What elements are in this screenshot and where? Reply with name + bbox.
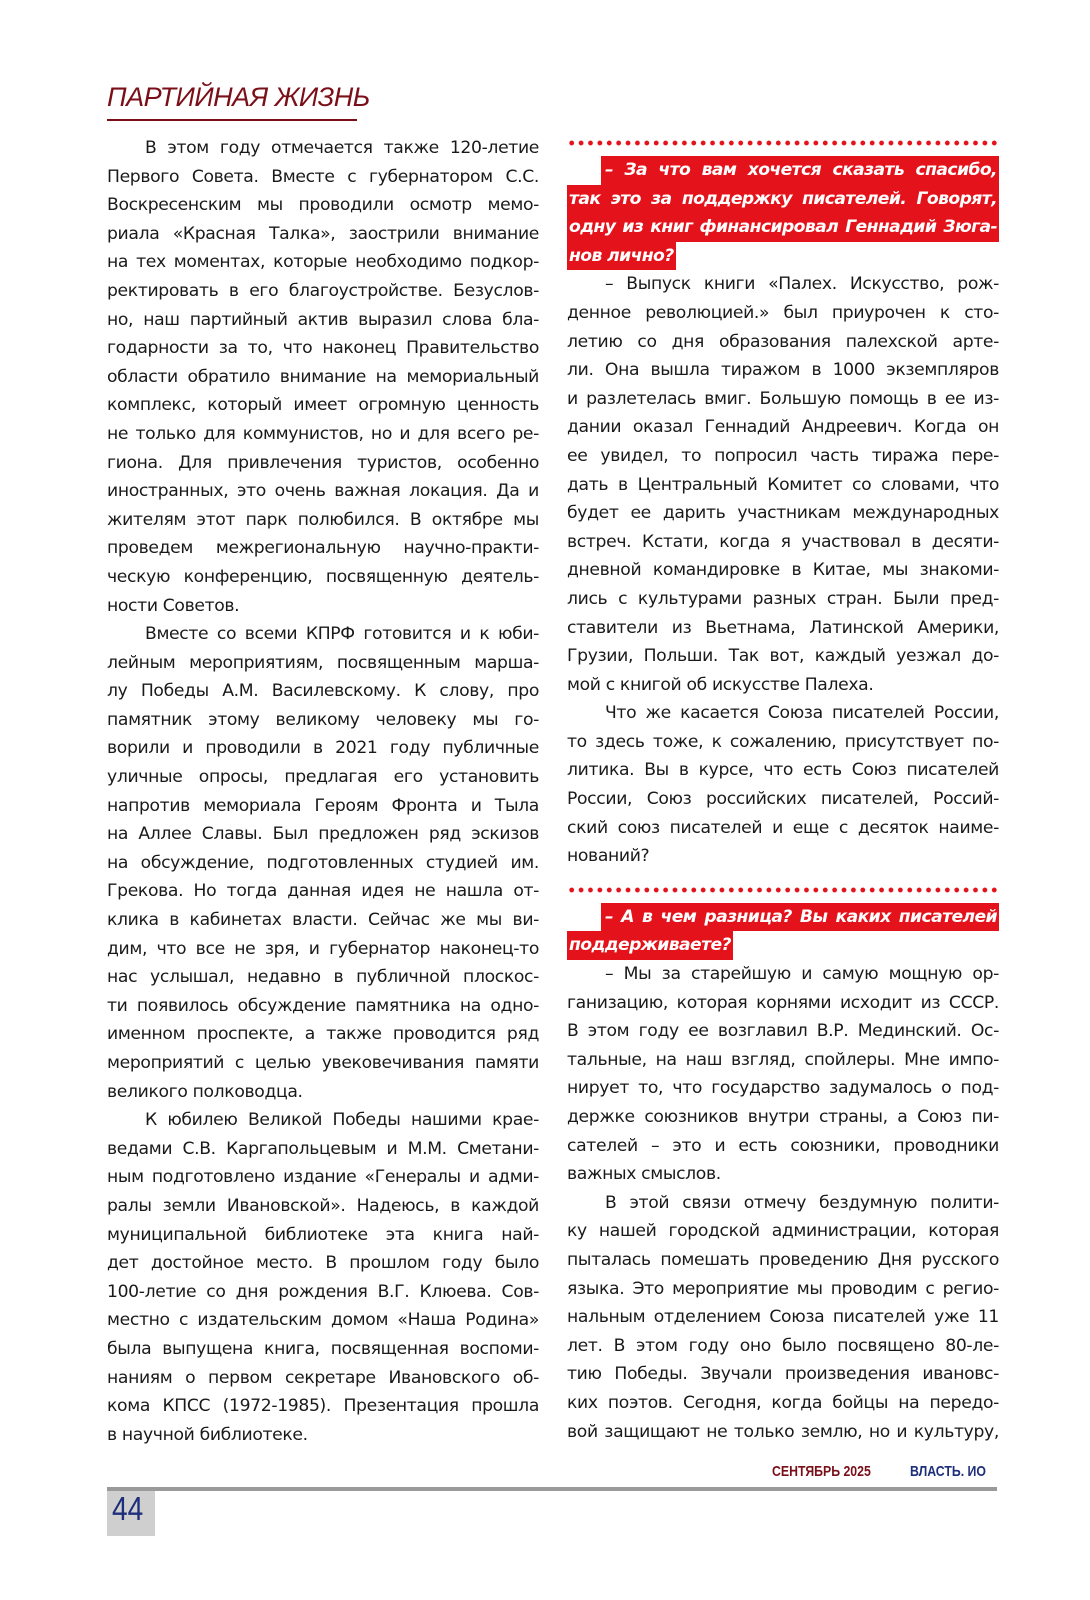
text-line: пыталась помешать проведению Дня русского — [567, 1249, 999, 1270]
interview-answer — [567, 270, 999, 870]
text-line: то здесь тоже, к сожалению, присутствует по- — [567, 731, 999, 752]
text-line: литика. Вы в курсе, что есть Союз писателей — [567, 760, 999, 781]
question-line: – А в чем разница? Вы каких писателей — [601, 903, 999, 932]
text-line: гиона. Для привлечения туристов, особенно — [107, 452, 539, 473]
text-line: мой с книгой об искусстве Палеха. — [567, 674, 874, 695]
text-line: напротив мемориала Героям Фронта и Тыла — [107, 795, 539, 816]
text-line: дневной командировке в Китае, мы знакоми- — [567, 560, 999, 581]
text-line: нирует то, что государство задумалось о под- — [567, 1078, 999, 1099]
text-line: Грекова. Но тогда данная идея не нашла от- — [107, 881, 539, 902]
interview-question — [567, 903, 999, 960]
text-line: ведами С.В. Каргапольцевым и М.М. Сметани- — [107, 1138, 539, 1159]
text-line: на Аллее Славы. Был предложен ряд эскизов — [107, 824, 539, 845]
text-line: не только для коммунистов, но и для всего ре- — [107, 423, 539, 444]
text-line: – Мы за старейшую и самую мощную ор- — [605, 964, 999, 985]
text-line: ности Советов. — [107, 595, 240, 616]
text-line: годарности за то, что наконец Правительство — [107, 338, 539, 359]
text-line: ставители из Вьетнама, Латинской Америки, — [567, 617, 999, 638]
text-line: В этой связи отмечу бездумную полити- — [605, 1192, 999, 1213]
text-line: муниципальной библиотеке эта книга най- — [107, 1224, 539, 1245]
interview-answer — [567, 960, 999, 1446]
text-line: ли. Она вышла тиражом в 1000 экземпляров — [567, 360, 999, 381]
text-line: проведем межрегиональную научно-практи- — [107, 538, 539, 559]
text-line: денное революцией.» был приурочен к сто- — [567, 302, 999, 323]
text-line: сателей – это и есть союзники, проводники — [567, 1135, 999, 1156]
text-line: комплекс, который имеет огромную ценность — [107, 395, 539, 416]
text-line: кома КПСС (1972-1985). Презентация прошла — [107, 1396, 539, 1417]
interview-question — [567, 156, 999, 270]
text-line: Первого Совета. Вместе с губернатором С.С. — [107, 166, 539, 187]
text-line: вой защищают не только землю, но и культуру, — [567, 1421, 999, 1442]
text-line: ралы земли Ивановской». Надеюсь, в каждой — [107, 1195, 539, 1216]
text-line: области обратило внимание на мемориальный — [107, 366, 539, 387]
dotted-separator — [567, 883, 999, 897]
text-line: была выпущена книга, посвященная воспоми- — [107, 1338, 539, 1359]
text-line: ворили и проводили в 2021 году публичные — [107, 738, 539, 759]
text-line: клика в кабинетах власти. Сейчас же мы ви- — [107, 910, 539, 931]
question-line: поддерживаете? — [567, 931, 733, 960]
text-line: языка. Это мероприятие мы проводим с регио- — [567, 1278, 999, 1299]
text-line: дим, что все не зря, и губернатор наконец-то — [107, 938, 539, 959]
text-line: тальные, на наш взгляд, спойлеры. Мне импо- — [567, 1049, 999, 1070]
text-line: лейным мероприятиям, посвященным марша- — [107, 652, 539, 673]
text-line: лет. В этом году оно было посвящено 80-ле- — [567, 1335, 999, 1356]
text-line: мероприятий с целью увековечивания памяти — [107, 1053, 539, 1073]
text-line: В этом году ее возглавил В.Р. Мединский. Ос- — [567, 1021, 999, 1042]
text-line: ным подготовлено издание «Генералы и адми- — [107, 1167, 539, 1188]
text-line: Что же касается Союза писателей России, — [605, 703, 999, 724]
text-line: на обсуждение, подготовленных студией им. — [107, 852, 539, 873]
text-line: 100-летие со дня рождения В.Г. Клюева. Сов- — [107, 1281, 539, 1302]
text-line: на тех моментах, которые необходимо подкор- — [107, 252, 539, 273]
text-line: нований? — [567, 846, 650, 867]
text-line: ческую конференцию, посвященную деятель- — [107, 566, 539, 587]
dotted-separator — [567, 136, 999, 150]
text-line: дании оказал Геннадий Андреевич. Когда он — [567, 417, 999, 438]
text-line: ганизацию, которая корнями исходит из СССР. — [567, 992, 999, 1013]
text-line: риала «Красная Талка», заострили внимание — [107, 223, 539, 244]
right-column — [567, 134, 999, 1446]
text-line: великого полководца. — [107, 1081, 303, 1102]
question-line: так это за поддержку писателей. Говорят, — [567, 185, 999, 214]
text-line: ти появилось обсуждение памятника на одно- — [107, 995, 539, 1016]
text-line: и разлетелась вмиг. Большую помощь в ее из- — [567, 388, 999, 409]
text-line: дет достойное место. В прошлом году было — [107, 1253, 539, 1274]
text-line: К юбилею Великой Победы нашими крае- — [145, 1110, 539, 1131]
magazine-name: ВЛАСТЬ. ИО — [910, 1463, 986, 1480]
issue-date: СЕНТЯБРЬ 2025 — [772, 1463, 871, 1480]
text-line: иностранных, это очень важная локация. Да и — [107, 481, 539, 502]
text-line: жителям этот парк полюбился. В октябре мы — [107, 509, 539, 530]
text-line: Вместе со всеми КПРФ готовится и к юби- — [145, 624, 539, 645]
text-line: важных смыслов. — [567, 1164, 721, 1185]
text-line: в научной библиотеке. — [107, 1424, 308, 1445]
text-line: ский союз писателей и еще с десяток наиме- — [567, 817, 999, 838]
text-line: уличные опросы, предлагая его установить — [107, 767, 539, 788]
text-line: нас услышал, недавно в публичной плоскос- — [107, 967, 539, 988]
text-line: В этом году отмечается также 120-летие — [145, 138, 539, 158]
section-title-underline — [107, 119, 357, 121]
text-line: нальным отделением Союза писателей уже 11 — [567, 1307, 999, 1328]
text-line: держке союзников внутри страны, а Союз пи- — [567, 1107, 999, 1127]
text-line: памятник этому великому человеку мы го- — [107, 709, 539, 730]
text-line: лись с культурами разных стран. Были пред- — [567, 588, 999, 609]
text-line: летию со дня образования палехской арте- — [567, 331, 999, 352]
text-line: наниям о первом секретаре Ивановского об- — [107, 1367, 539, 1388]
text-line: ких поэтов. Сегодня, когда бойцы на передо- — [567, 1392, 999, 1413]
text-line: Грузии, Польши. Так вот, каждый уезжал до- — [567, 646, 999, 667]
question-line: – За что вам хочется сказать спасибо, — [601, 156, 999, 185]
text-line: тию Победы. Звучали произведения ивановс- — [567, 1364, 999, 1385]
footer-rule — [107, 1487, 997, 1491]
text-line: но, наш партийный актив выразил слова бла- — [107, 309, 539, 330]
page-number: 44 — [112, 1490, 144, 1527]
section-title: ПАРТИЙНАЯ ЖИЗНЬ — [107, 82, 370, 112]
question-line: одну из книг финансировал Геннадий Зюга- — [567, 213, 999, 242]
text-line: лу Победы А.М. Василевскому. К слову, про — [107, 681, 539, 702]
left-column — [107, 134, 539, 1449]
text-line: дать в Центральный Комитет со словами, что — [567, 474, 999, 495]
text-line: Воскресенским мы проводили осмотр мемо- — [107, 195, 539, 216]
text-line: – Выпуск книги «Палех. Искусство, рож- — [605, 274, 999, 295]
text-line: будет ее дарить участникам международных — [567, 503, 999, 524]
text-line: местно с издательским домом «Наша Родина» — [107, 1310, 539, 1331]
question-line: нов лично? — [567, 242, 676, 271]
text-line: ректировать в его благоустройстве. Безуслов- — [107, 280, 539, 301]
text-line: встреч. Кстати, когда я участвовал в десяти- — [567, 531, 999, 552]
text-line: ку нашей городской администрации, которая — [567, 1221, 999, 1242]
text-line: именном проспекте, а также проводится ряд — [107, 1024, 539, 1045]
text-line: ее увидел, то попросил часть тиража пере- — [567, 445, 999, 466]
text-line: России, Союз российских писателей, Россий- — [567, 789, 999, 810]
